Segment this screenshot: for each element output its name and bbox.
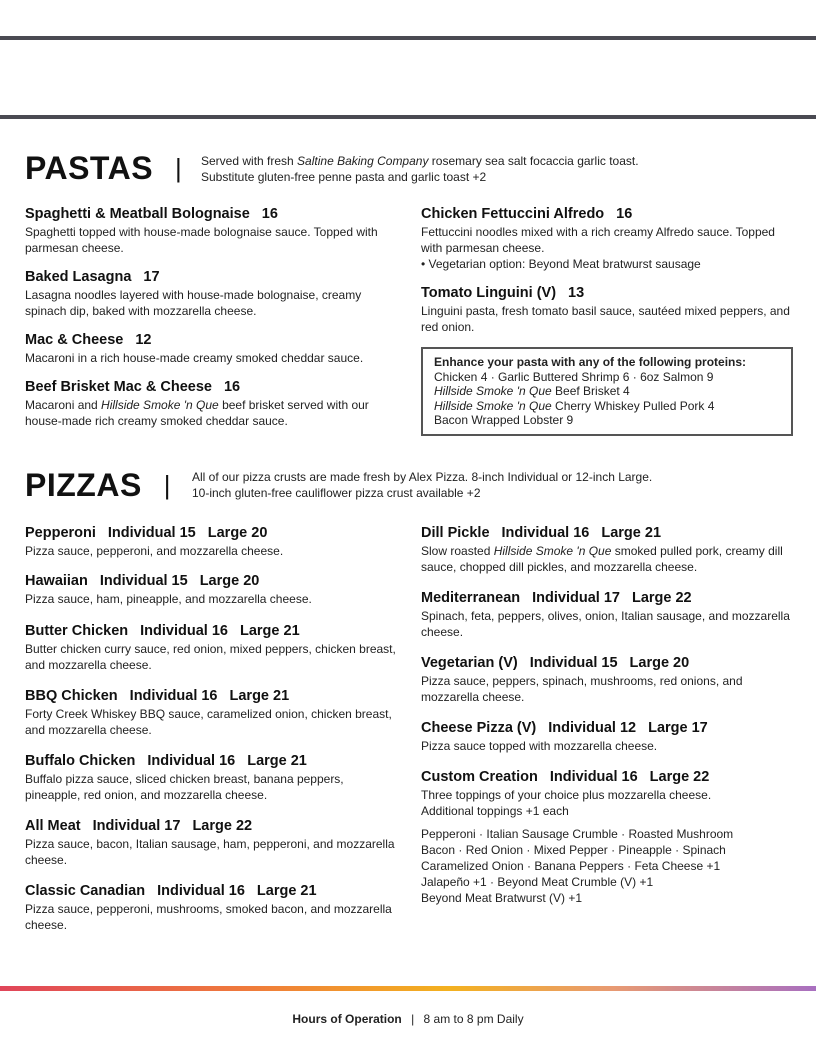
item-name: All Meat Individual 17 Large 22 (25, 818, 253, 834)
pastas-divider: | (175, 153, 182, 183)
item-name: Buffalo Chicken Individual 16 Large 21 (25, 753, 307, 769)
pastas-note-text: Served with fresh (201, 154, 298, 168)
pastas-title: PASTAS (25, 150, 154, 186)
item-description: Three toppings of your choice plus mozzarella cheese. (421, 788, 712, 802)
item-description: Linguini pasta, fresh tomato basil sauce, sautéed mixed peppers, and red onion. (421, 304, 790, 334)
pizzas-note-crust: All of our pizza crusts are made fresh by Alex Pizza. 8-inch Individual or 12-inch Large. (192, 470, 653, 484)
menu-item (25, 205, 397, 256)
item-name: Cheese Pizza (V) Individual 12 Large 17 (421, 720, 708, 736)
menu-item (421, 589, 793, 640)
protein-line: Bacon Wrapped Lobster 9 (434, 413, 574, 428)
item-name: Beef Brisket Mac & Cheese 16 (25, 379, 241, 395)
protein-line: Hillside Smoke 'n Que Cherry Whiskey Pulled Pork 4 (434, 398, 715, 413)
menu-item (421, 524, 793, 575)
item-description: Buffalo pizza sauce, sliced chicken breast, banana peppers, pineapple, red onion, and mozzarella cheese. (25, 772, 344, 802)
menu-item (25, 524, 397, 559)
header-rule (0, 115, 816, 119)
menu-item (25, 331, 397, 366)
toppings-line: Caramelized Onion · Banana Peppers · Feta Cheese +1 (421, 859, 721, 873)
toppings-line: Pepperoni · Italian Sausage Crumble · Roasted Mushroom (421, 827, 734, 841)
item-description: Macaroni in a rich house-made creamy smoked cheddar sauce. (25, 351, 364, 365)
pastas-note-bakery: Saltine Baking Company (297, 154, 429, 168)
item-name: BBQ Chicken Individual 16 Large 21 (25, 688, 290, 704)
item-name: Vegetarian (V) Individual 15 Large 20 (421, 655, 690, 671)
pastas-heading (25, 150, 182, 187)
menu-item (25, 572, 397, 607)
item-description: Macaroni and Hillside Smoke 'n Que beef brisket served with our house-made rich creamy smoked cheddar sauce. (25, 398, 369, 428)
toppings-list (421, 826, 793, 906)
pastas-note-text-end: rosemary sea salt focaccia garlic toast. (428, 154, 639, 168)
pizzas-title: PIZZAS (25, 467, 142, 503)
item-description: Pizza sauce, peppers, spinach, mushrooms, red onions, and mozzarella cheese. (421, 674, 743, 704)
toppings-line: Beyond Meat Bratwurst (V) +1 (421, 891, 583, 905)
menu-item (25, 752, 397, 803)
item-description: Butter chicken curry sauce, red onion, mixed peppers, chicken breast, and mozzarella cheese. (25, 642, 396, 672)
menu-item (421, 768, 793, 819)
toppings-line: Bacon · Red Onion · Mixed Pepper · Pineapple · Spinach (421, 843, 726, 857)
menu-item (25, 687, 397, 738)
protein-line: Chicken 4 · Garlic Buttered Shrimp 6 · 6oz Salmon 9 (434, 369, 714, 384)
footer (0, 1012, 816, 1026)
menu-item (421, 205, 793, 272)
menu-item (421, 719, 793, 754)
pizzas-left-column (25, 524, 397, 945)
item-name: Tomato Linguini (V) 13 (421, 285, 585, 301)
protein-addons-box (421, 347, 793, 436)
top-rule (0, 36, 816, 40)
item-description: Slow roasted Hillside Smoke 'n Que smoked pulled pork, creamy dill sauce, chopped dill pickles, and mozzarella cheese. (421, 544, 783, 574)
item-description: Forty Creek Whiskey BBQ sauce, caramelized onion, chicken breast, and mozzarella cheese. (25, 707, 392, 737)
item-option: • Vegetarian option: Beyond Meat bratwurst sausage (421, 257, 701, 271)
pizzas-divider: | (163, 470, 171, 500)
item-description: Spaghetti topped with house-made bolognaise sauce. Topped with parmesan cheese. (25, 225, 378, 255)
item-name: Mac & Cheese 12 (25, 332, 152, 348)
item-name: Butter Chicken Individual 16 Large 21 (25, 623, 300, 639)
pastas-right-column (421, 205, 793, 436)
menu-item (421, 284, 793, 335)
item-description: Pizza sauce topped with mozzarella cheese. (421, 739, 658, 753)
item-description: Additional toppings +1 each (421, 804, 569, 818)
item-description: Fettuccini noodles mixed with a rich creamy Alfredo sauce. Topped with parmesan cheese. (421, 225, 775, 255)
menu-item (25, 882, 397, 933)
item-name: Spaghetti & Meatball Bolognaise 16 (25, 206, 278, 222)
pastas-note (201, 153, 639, 185)
item-description: Lasagna noodles layered with house-made bolognaise, creamy spinach dip, baked with mozzarella cheese. (25, 288, 362, 318)
menu-item (25, 378, 397, 429)
item-name: Pepperoni Individual 15 Large 20 (25, 525, 268, 541)
pizzas-note (192, 469, 652, 501)
item-name: Baked Lasagna 17 (25, 269, 160, 285)
menu-item (25, 622, 397, 673)
gradient-divider (0, 986, 816, 991)
item-description: Pizza sauce, bacon, Italian sausage, ham, pepperoni, and mozzarella cheese. (25, 837, 395, 867)
item-description: Pizza sauce, pepperoni, mushrooms, smoked bacon, and mozzarella cheese. (25, 902, 392, 932)
protein-line: Hillside Smoke 'n Que Beef Brisket 4 (434, 384, 630, 399)
footer-separator: | (411, 1012, 415, 1026)
pizzas-note-gf: 10-inch gluten-free cauliflower pizza crust available +2 (192, 486, 481, 500)
item-description: Pizza sauce, ham, pineapple, and mozzarella cheese. (25, 592, 312, 606)
toppings-line: Jalapeño +1 · Beyond Meat Crumble (V) +1 (421, 875, 654, 889)
item-description: Spinach, feta, peppers, olives, onion, Italian sausage, and mozzarella cheese. (421, 609, 790, 639)
item-name: Hawaiian Individual 15 Large 20 (25, 573, 260, 589)
item-description: Pizza sauce, pepperoni, and mozzarella cheese. (25, 544, 284, 558)
item-name: Mediterranean Individual 17 Large 22 (421, 590, 692, 606)
hours-value: 8 am to 8 pm Daily (423, 1012, 524, 1026)
menu-item (25, 817, 397, 868)
item-name: Chicken Fettuccini Alfredo 16 (421, 206, 633, 222)
pizzas-heading (25, 467, 171, 504)
pastas-left-column (25, 205, 397, 441)
pastas-note-gf: Substitute gluten-free penne pasta and garlic toast +2 (201, 170, 487, 184)
menu-item (421, 654, 793, 705)
protein-heading: Enhance your pasta with any of the following proteins: (434, 355, 747, 369)
pizzas-right-column (421, 524, 793, 906)
hours-label: Hours of Operation (292, 1012, 402, 1026)
menu-item (25, 268, 397, 319)
item-name: Custom Creation Individual 16 Large 22 (421, 769, 710, 785)
item-name: Dill Pickle Individual 16 Large 21 (421, 525, 662, 541)
item-name: Classic Canadian Individual 16 Large 21 (25, 883, 317, 899)
